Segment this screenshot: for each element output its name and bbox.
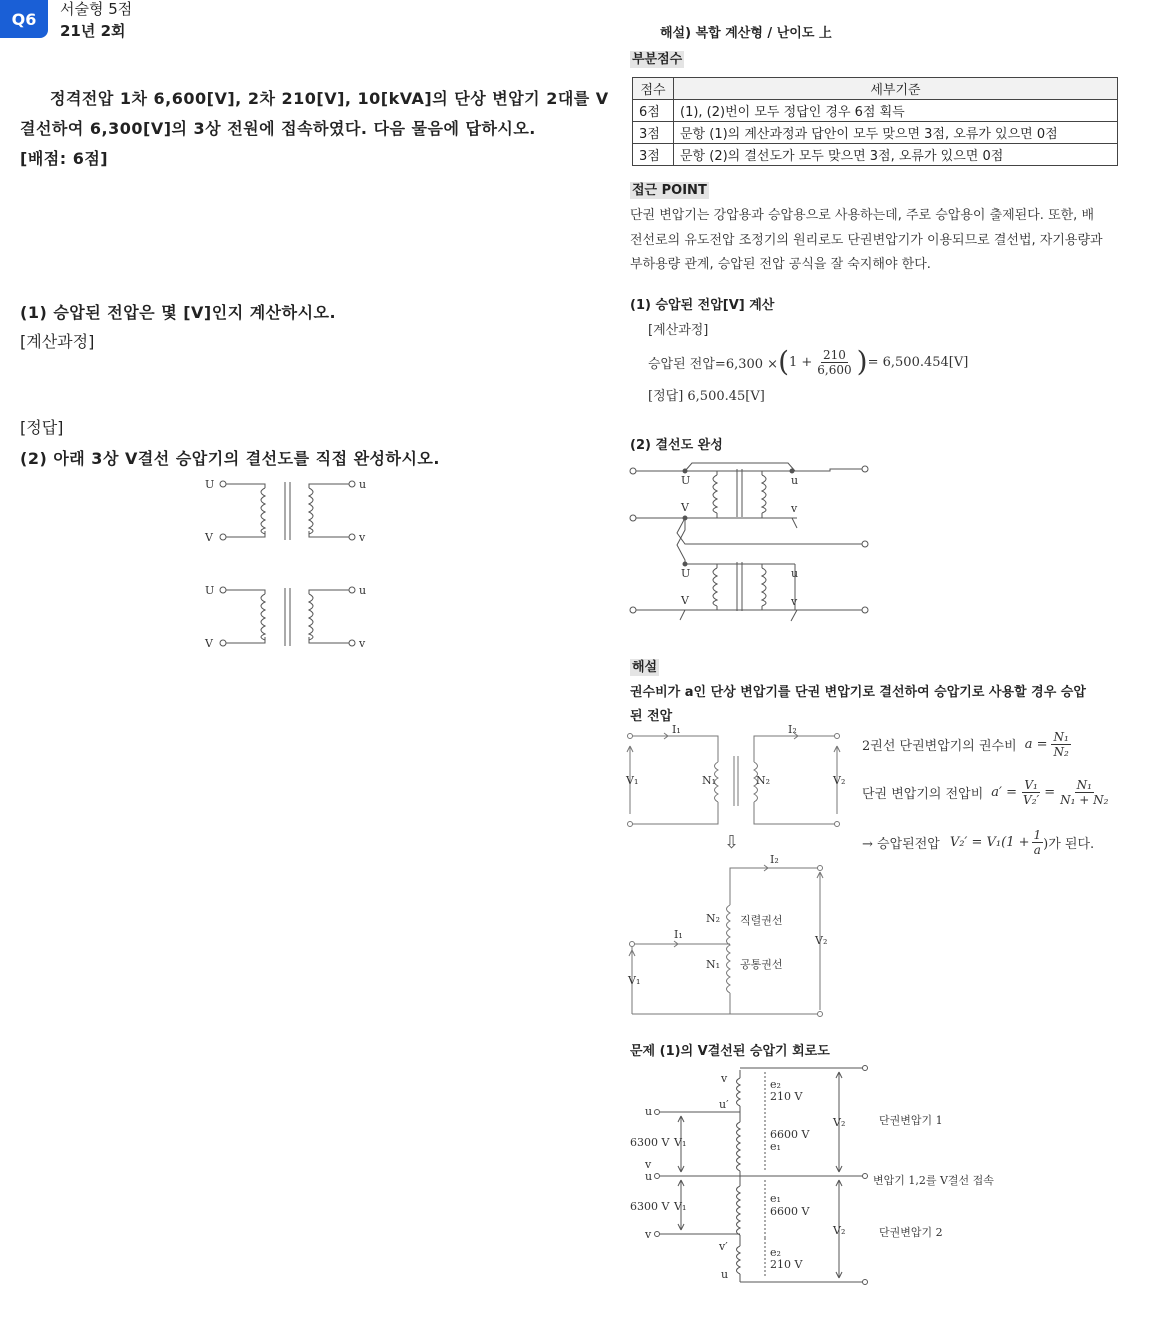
fraction-denominator: V₂′ — [1023, 793, 1040, 807]
diagram-stroke — [730, 868, 818, 905]
label-v: v — [645, 1158, 652, 1171]
paren-close: ) — [856, 345, 868, 378]
fraction-denominator: a — [1033, 843, 1041, 857]
diagram-stroke — [818, 866, 823, 871]
label-e1: e₁ — [770, 1140, 781, 1153]
terminal-V-1 — [220, 534, 226, 540]
diagram-stroke — [727, 905, 731, 993]
diagram-stroke — [818, 1012, 823, 1017]
calc-label: [계산과정] — [20, 332, 95, 351]
diagram-stroke — [754, 802, 835, 824]
terminal-u-2 — [349, 587, 355, 593]
label-u: u — [791, 474, 799, 487]
label-V1: V₁ — [674, 1136, 687, 1149]
fraction-numerator: 210 — [823, 347, 846, 362]
label-u-prime: u′ — [719, 1098, 729, 1111]
table-cell: 3점 — [633, 122, 674, 144]
label-v: v — [791, 502, 798, 515]
diagram-stroke — [629, 865, 823, 1017]
input-terminal — [630, 468, 636, 474]
diagram-stroke — [762, 865, 768, 871]
wire — [680, 610, 685, 620]
diagram-stroke — [655, 1232, 660, 1237]
turns-ratio-formula — [862, 730, 1071, 759]
formula-prefix: 승압된 전압=6,300 × — [648, 356, 779, 372]
boost-formula — [648, 345, 968, 379]
label-6600V: 6600 V — [770, 1205, 810, 1218]
label-u: u — [359, 584, 367, 597]
table-header-cell: 세부기준 — [674, 78, 1118, 100]
boost-tail: )가 된다. — [1043, 837, 1095, 852]
label-V1: V₁ — [628, 974, 641, 987]
label-N2: N₂ — [706, 912, 721, 925]
label-series-winding: 직렬권선 — [740, 914, 783, 927]
label-autotransformer-2: 단권변압기 2 — [879, 1226, 943, 1239]
approach-point-title: 접근 POINT — [632, 183, 707, 198]
fraction-numerator: N₁ — [1053, 730, 1069, 744]
wire — [791, 610, 797, 621]
diagram-stroke — [754, 736, 835, 762]
primary-coil — [713, 568, 717, 606]
label-e1: e₁ — [770, 1192, 781, 1205]
diagram-stroke — [730, 993, 818, 1014]
label-N1: N₁ — [706, 958, 721, 971]
fraction-denominator: N₁ + N₂ — [1060, 793, 1109, 807]
label-autotransformer-1: 단권변압기 1 — [879, 1114, 943, 1127]
table-row — [633, 144, 1118, 166]
vratio-lhs: a′ = — [991, 785, 1018, 800]
table-cell: 문항 (1)의 계산과정과 답안이 모두 맞으면 3점, 오류가 있으면 0점 — [674, 122, 1118, 144]
paren-open: ( — [778, 345, 789, 378]
output-terminal — [862, 466, 868, 472]
label-U: U — [681, 474, 691, 487]
diagram-stroke — [627, 733, 840, 827]
label-common-winding: 공통권선 — [740, 958, 783, 971]
wire — [685, 463, 795, 471]
input-terminal — [630, 515, 636, 521]
question-score: [배점: 6점] — [20, 149, 109, 168]
point-line-3: 부하용량 관계, 승압된 전압 공식을 잘 숙지해야 한다. — [630, 257, 931, 272]
diagram-stroke — [672, 941, 678, 947]
terminal-v-1 — [349, 534, 355, 540]
autotransformer-figure — [622, 850, 837, 1020]
secondary-coil — [762, 475, 766, 513]
label-U: U — [681, 567, 691, 580]
diagram-stroke — [628, 822, 633, 827]
label-6300V: 6300 V — [630, 1200, 670, 1213]
score-table — [632, 77, 1118, 166]
part1-title: (1) 승압된 전압[V] 계산 — [630, 298, 775, 313]
fraction — [1051, 730, 1070, 759]
wire — [309, 484, 349, 488]
label-v: v — [359, 531, 366, 544]
output-terminal — [862, 541, 868, 547]
label-I1: I₁ — [674, 928, 683, 941]
diagram-stroke — [632, 736, 718, 762]
label-u: u — [645, 1170, 653, 1183]
diagram-stroke — [628, 734, 633, 739]
boosted-voltage-formula — [862, 828, 1094, 857]
wire — [309, 531, 349, 537]
wire — [309, 637, 349, 643]
diagram-stroke — [630, 942, 635, 947]
label-e2: e₂ — [770, 1246, 781, 1259]
diagram-stroke — [655, 1066, 868, 1285]
solution-answer: [정답] 6,500.45[V] — [648, 389, 765, 404]
terminal-U-1 — [220, 481, 226, 487]
secondary-coil-1 — [309, 488, 313, 534]
v-connected-booster-circuit — [625, 1060, 1015, 1290]
label-V: V — [681, 594, 689, 607]
solution-calc-label: [계산과정] — [648, 323, 709, 338]
terminal-u-1 — [349, 481, 355, 487]
answer-label: [정답] — [20, 418, 64, 437]
secondary-coil-2 — [309, 594, 313, 640]
exam-session: 21년 2회 — [60, 22, 126, 40]
diagram-stroke — [655, 1110, 660, 1115]
fraction — [1021, 778, 1041, 807]
vratio-text: 단권 변압기의 전압비 — [862, 787, 984, 802]
label-I1: I₁ — [672, 723, 681, 736]
label-I2: I₂ — [788, 723, 797, 736]
table-cell: 6점 — [633, 100, 674, 122]
diagram-stroke — [737, 1122, 741, 1171]
explain-line-2: 된 전압 — [630, 709, 673, 724]
point-line-2: 전선로의 유도전압 조정기의 원리로도 단권변압기가 이용되므로 결선법, 자기용량과 — [630, 233, 1103, 248]
voltage-ratio-formula — [862, 778, 1110, 807]
sub-question-2: (2) 아래 3상 V결선 승압기의 결선도를 직접 완성하시오. — [20, 449, 440, 468]
label-u: u — [359, 478, 367, 491]
ratio-text: 2권선 단권변압기의 권수비 — [862, 739, 1017, 754]
question-line-1: 정격전압 1차 6,600[V], 2차 210[V], 10[kVA]의 단상 변압기 2대를 V — [50, 89, 609, 108]
table-header-cell: 점수 — [633, 78, 674, 100]
junction — [683, 562, 687, 566]
diagram-stroke — [220, 481, 355, 646]
label-v: v — [645, 1228, 652, 1241]
diagram-stroke — [737, 1246, 741, 1274]
diagram-stroke — [863, 1174, 868, 1179]
formula-one: 1 + — [789, 354, 813, 370]
boost-lhs: V₂′ = V₁(1 + — [949, 835, 1030, 850]
table-cell: 문항 (2)의 결선도가 모두 맞으면 3점, 오류가 있으면 0점 — [674, 144, 1118, 166]
diagram-stroke — [655, 1174, 660, 1179]
label-v-connection: 변압기 1,2를 V결선 접속 — [873, 1174, 994, 1187]
solution-title: 해설) 복합 계산형 / 난이도 上 — [660, 26, 832, 41]
label-e2: e₂ — [770, 1078, 781, 1091]
fraction-numerator: 1 — [1033, 828, 1042, 842]
explain-title: 해설 — [632, 660, 658, 675]
explain-line-1: 권수비가 a인 단상 변압기를 단권 변압기로 결선하여 승압기로 사용할 경우 승압 — [630, 685, 1086, 700]
wire — [226, 590, 265, 594]
label-U: U — [205, 478, 215, 491]
fraction — [815, 348, 853, 377]
fraction-denominator: N₂ — [1053, 745, 1069, 759]
label-V1: V₁ — [626, 774, 639, 787]
label-6300V: 6300 V — [630, 1136, 670, 1149]
diagram-stroke — [662, 733, 668, 739]
label-V: V — [205, 637, 213, 650]
primary-coil — [713, 475, 717, 513]
circuit-title: 문제 (1)의 V결선된 승압기 회로도 — [630, 1044, 830, 1059]
label-6600V: 6600 V — [770, 1128, 810, 1141]
label-U: U — [205, 584, 215, 597]
secondary-coil — [762, 568, 766, 606]
terminal-v-2 — [349, 640, 355, 646]
primary-coil-1 — [261, 488, 265, 534]
diagram-stroke — [630, 463, 868, 621]
wire — [677, 518, 862, 544]
wire — [792, 518, 797, 528]
point-line-1: 단권 변압기는 강압용과 승압용으로 사용하는데, 주로 승압용이 출제된다. 또한, 배 — [630, 208, 1095, 223]
label-V2: V₂ — [833, 1116, 846, 1129]
table-cell: (1), (2)번이 모두 정답인 경우 6점 획득 — [674, 100, 1118, 122]
question-type: 서술형 5점 — [60, 0, 133, 18]
label-v: v — [359, 637, 366, 650]
table-cell: 3점 — [633, 144, 674, 166]
label-V2: V₂ — [833, 1224, 846, 1237]
sub-question-1: (1) 승압된 전압은 몇 [V]인지 계산하시오. — [20, 303, 337, 322]
fraction-numerator: N₁ — [1076, 778, 1092, 792]
wire — [309, 590, 349, 594]
wire — [226, 484, 265, 488]
diagram-stroke — [863, 1066, 868, 1071]
completed-v-connection-diagram — [625, 455, 875, 625]
table-row — [633, 100, 1118, 122]
label-v-prime: v′ — [719, 1240, 728, 1253]
part2-title: (2) 결선도 완성 — [630, 438, 723, 453]
label-v: v — [791, 595, 798, 608]
fraction — [1032, 828, 1044, 857]
wire — [226, 637, 265, 643]
boost-text: → 승압된전압 — [862, 837, 940, 852]
label-V2: V₂ — [833, 774, 846, 787]
diagram-stroke — [632, 802, 718, 824]
diagram-stroke — [835, 734, 840, 739]
primary-coil-2 — [261, 594, 265, 640]
diagram-stroke — [863, 1280, 868, 1285]
wire — [226, 531, 265, 537]
table-row — [633, 122, 1118, 144]
label-N1: N₁ — [702, 774, 717, 787]
question-line-2: 결선하여 6,300[V]의 3상 전원에 접속하였다. 다음 물음에 답하시오. — [20, 119, 536, 138]
diagram-stroke — [835, 822, 840, 827]
label-I2: I₂ — [770, 853, 779, 866]
label-u: u — [791, 567, 799, 580]
label-210V: 210 V — [770, 1258, 803, 1271]
wire — [795, 564, 862, 610]
equals-sign: = — [1044, 785, 1056, 800]
label-u: u — [645, 1105, 653, 1118]
question-transformer-diagram — [195, 472, 385, 657]
label-v: v — [721, 1072, 728, 1085]
down-arrow-icon: ⇩ — [724, 832, 740, 853]
terminal-V-2 — [220, 640, 226, 646]
diagram-stroke — [737, 1186, 741, 1235]
partial-score-title: 부분점수 — [632, 52, 683, 67]
ratio-lhs: a = — [1024, 737, 1048, 752]
label-u: u — [721, 1268, 729, 1281]
label-210V: 210 V — [770, 1090, 803, 1103]
question-badge: Q6 — [0, 0, 48, 38]
fraction — [1058, 778, 1110, 807]
diagram-stroke — [737, 1078, 741, 1106]
output-terminal — [862, 607, 868, 613]
label-V1: V₁ — [674, 1200, 687, 1213]
terminal-U-2 — [220, 587, 226, 593]
fraction-numerator: V₁ — [1024, 778, 1038, 792]
table-header-row — [633, 78, 1118, 100]
label-V: V — [681, 501, 689, 514]
label-V2: V₂ — [815, 934, 828, 947]
input-terminal — [630, 607, 636, 613]
label-N2: N₂ — [756, 774, 771, 787]
formula-result: = 6,500.454[V] — [867, 354, 969, 370]
two-winding-transformer-figure — [622, 722, 847, 830]
label-V: V — [205, 531, 213, 544]
fraction-denominator: 6,600 — [817, 362, 852, 377]
